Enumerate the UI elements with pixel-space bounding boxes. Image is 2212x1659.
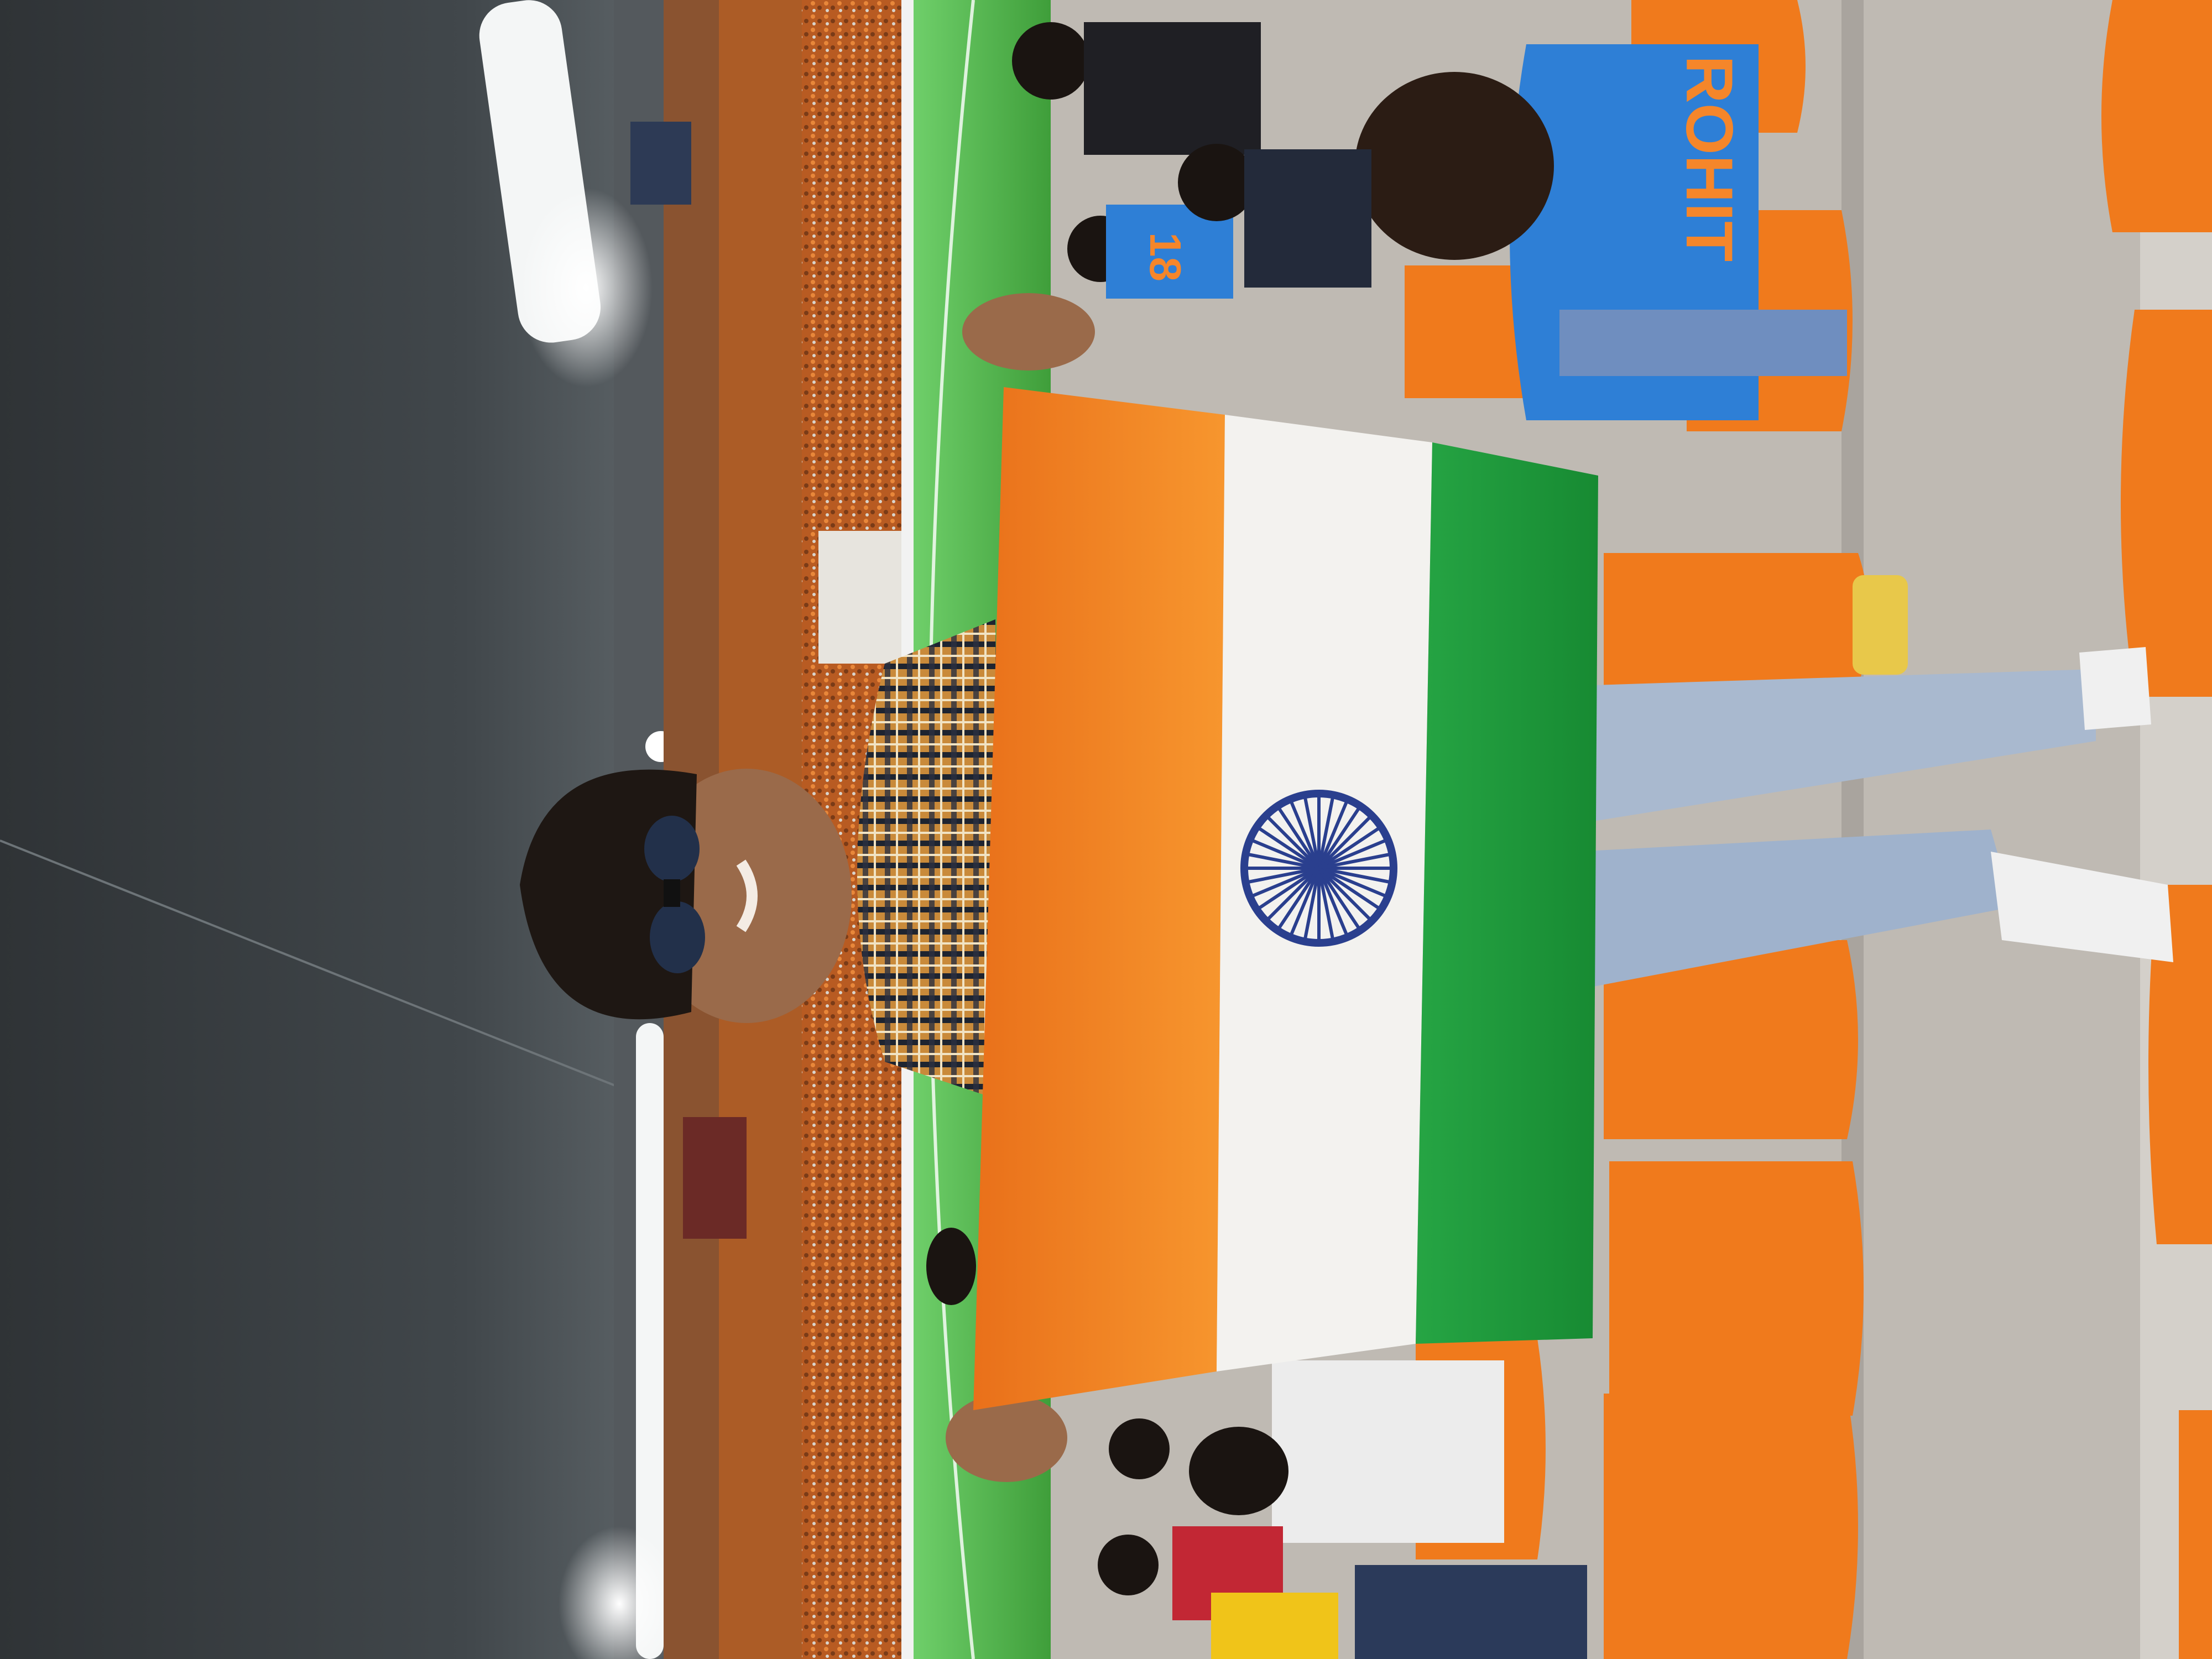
scoreboard-top <box>630 122 691 205</box>
sneaker <box>2079 647 2151 730</box>
jersey-name: ROHIT <box>1672 55 1746 262</box>
flag-green-band <box>1416 442 1598 1344</box>
pavilion-building <box>818 531 907 664</box>
seat <box>1604 1394 1858 1659</box>
sunglasses-lens <box>644 816 700 882</box>
flag-of-india <box>973 387 1598 1410</box>
flag-saffron-band <box>973 387 1225 1410</box>
sunglasses-lens <box>650 901 705 973</box>
spectator-head-behind <box>926 1228 976 1305</box>
seat <box>1604 553 1869 686</box>
seat <box>1609 1161 1864 1416</box>
seat <box>2101 0 2212 232</box>
right-hand <box>946 1394 1067 1482</box>
snack-packet <box>1853 575 1908 675</box>
scoreboard-bottom <box>683 1117 747 1239</box>
ashoka-chakra <box>1244 794 1394 943</box>
person-plaid-shirt <box>857 619 1001 1100</box>
left-hand <box>962 293 1095 371</box>
seat <box>2179 1410 2212 1659</box>
seat <box>2121 310 2212 697</box>
person-head <box>520 769 852 1023</box>
jersey-number: 18 <box>1141 232 1190 281</box>
